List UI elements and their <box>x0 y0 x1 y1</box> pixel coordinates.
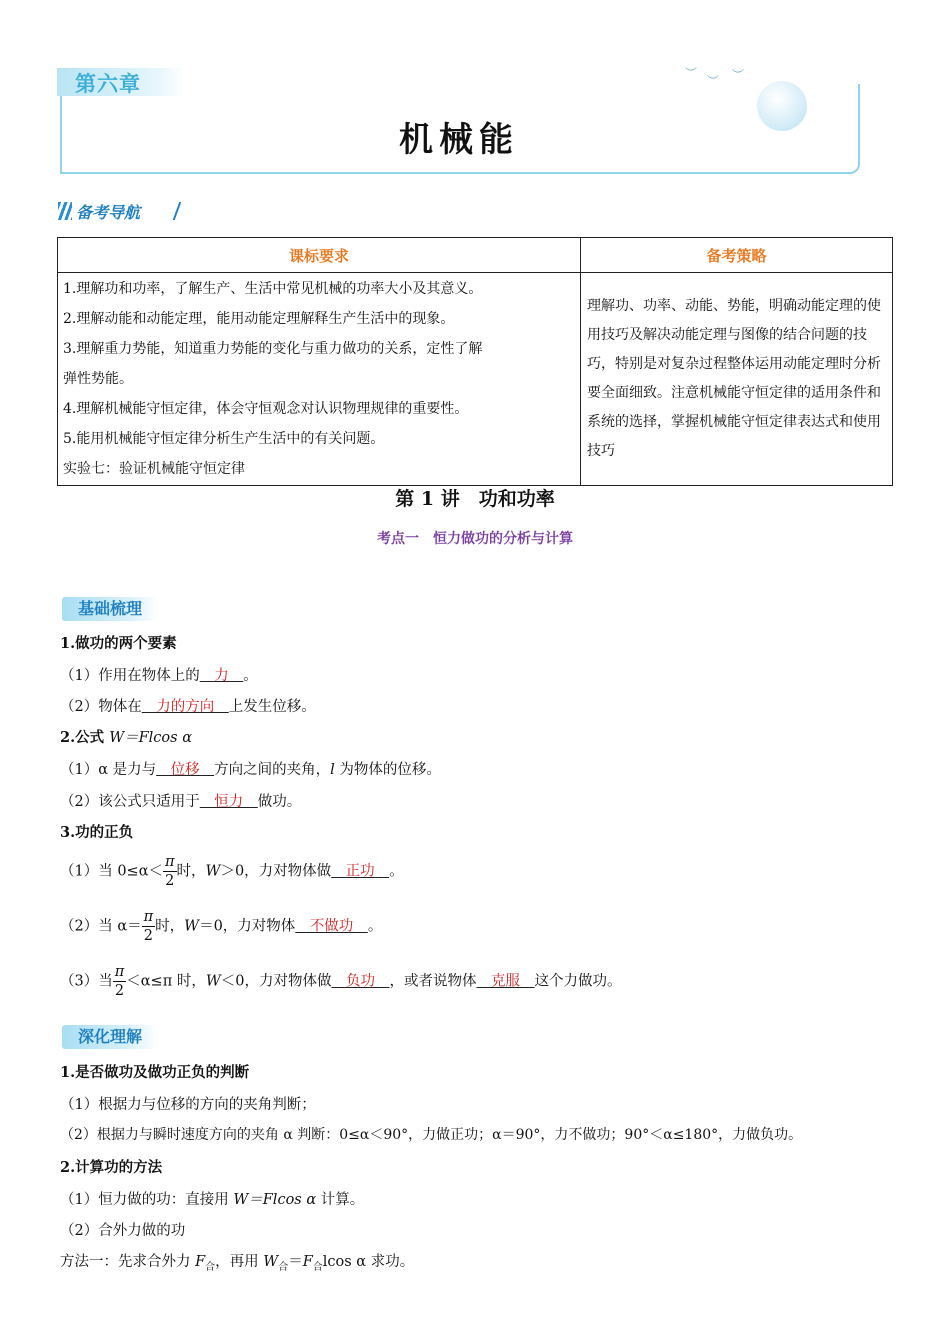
requirement-item: 弹性势能。 <box>63 371 133 387</box>
heading-judge: 1.是否做功及做功正负的判断 <box>60 1064 250 1081</box>
requirement-item: 2.理解动能和动能定理，能用动能定理解释生产生活中的现象。 <box>63 311 455 327</box>
basic-line-7: （3）当 $\frac{\pi}{2}$ ＜α≤π 时，W＜0，力对物体做 负功 ，或者说物体 克服 这个力做功。 <box>60 964 622 999</box>
heading-two-factors: 1.做功的两个要素 <box>60 635 177 652</box>
pi-over-2: $\frac{\pi}{2}$ <box>143 909 154 944</box>
requirement-item: 4.理解机械能守恒定律，体会守恒观念对认识物理规律的重要性。 <box>63 401 469 417</box>
section-basic: 基础梳理 <box>62 597 158 621</box>
chapter-title: 机械能 <box>399 120 519 160</box>
heading-method: 2.计算功的方法 <box>60 1159 163 1176</box>
stripe-icon <box>58 202 72 220</box>
basic-line-4: （2）该公式只适用于 恒力 做功。 <box>60 794 302 810</box>
lesson-title: 第 1 讲 功和功率 <box>395 488 555 510</box>
bird-icon: ︶ <box>685 66 698 80</box>
col-strategy: 备考策略 <box>581 238 893 273</box>
nav-badge-label: 备考导航 <box>76 203 141 222</box>
blank-answer: 位移 <box>156 762 215 778</box>
strategy-cell: 理解功、功率、动能、势能，明确动能定理的使用技巧及解决动能定理与图像的结合问题的技巧，特别是对复杂过程整体运用动能定理时分析要全面细致。注意机械能守恒定律的适用条件和系统的选择，掌握机械能守恒定律表达式和使用技巧 <box>581 273 893 486</box>
requirements-table <box>57 237 893 486</box>
deep-line-2: （2）根据力与瞬时速度方向的夹角 α 判断：0≤α＜90°，力做正功；α＝90°，力不做功；90°＜α≤180°，力做负功。 <box>60 1127 803 1143</box>
requirement-item: 1.理解功和功率，了解生产、生活中常见机械的功率大小及其意义。 <box>63 281 483 297</box>
chapter-label: 第六章 <box>75 72 141 96</box>
blank-answer: 不做功 <box>295 918 368 935</box>
requirement-item: 3.理解重力势能，知道重力势能的变化与重力做功的关系，定性了解 <box>63 341 483 357</box>
deep-line-5: 方法一：先求合外力 $F_合$，再用 $W_合=F_合lcos$ α 求功。 <box>60 1254 415 1273</box>
pi-over-2: $\frac{\pi}{2}$ <box>165 854 175 889</box>
basic-line-1: （1）作用在物体上的 力 。 <box>60 668 258 684</box>
deep-line-4: （2）合外力做的功 <box>60 1223 186 1239</box>
deep-line-3: （1）恒力做的功：直接用 W＝Flcos α 计算。 <box>60 1192 365 1208</box>
section-deep: 深化理解 <box>62 1025 158 1049</box>
col-requirements: 课标要求 <box>58 238 581 273</box>
blank-answer: 负功 <box>331 973 390 990</box>
heading-formula: 2.公式 W＝Flcos α <box>60 729 192 746</box>
heading-sign: 3.功的正负 <box>60 824 134 841</box>
blank-answer: 力的方向 <box>141 699 229 715</box>
pi-over-2: $\frac{\pi}{2}$ <box>114 964 125 999</box>
bird-icon: ︶ <box>707 74 720 88</box>
requirement-item: 实验七：验证机械能守恒定律 <box>63 461 245 477</box>
blank-answer: 克服 <box>476 973 535 990</box>
blank-answer: 力 <box>199 668 244 684</box>
deep-line-1: （1）根据力与位移的方向的夹角判断； <box>60 1097 316 1113</box>
blank-answer: 恒力 <box>199 794 258 810</box>
basic-line-2: （2）物体在 力的方向 上发生位移。 <box>60 699 316 715</box>
requirement-item: 5.能用机械能守恒定律分析生产生活中的有关问题。 <box>63 431 385 447</box>
kaodian-title: 考点一 恒力做功的分析与计算 <box>377 531 573 547</box>
nav-badge-line <box>159 202 182 220</box>
basic-line-3: （1）α 是力与 位移 方向之间的夹角，l 为物体的位移。 <box>60 762 441 778</box>
basic-line-5: （1）当 0≤α＜ $\frac{\pi}{2}$ 时，W＞0，力对物体做 正功 。 <box>60 854 404 889</box>
bird-icon: ︶ <box>732 68 745 82</box>
basic-line-6: （2）当 α＝ $\frac{\pi}{2}$ 时，W＝0，力对物体 不做功 。 <box>60 909 383 944</box>
chapter-header <box>57 68 861 176</box>
requirements-cell <box>58 273 581 486</box>
blank-answer: 正功 <box>331 863 390 880</box>
